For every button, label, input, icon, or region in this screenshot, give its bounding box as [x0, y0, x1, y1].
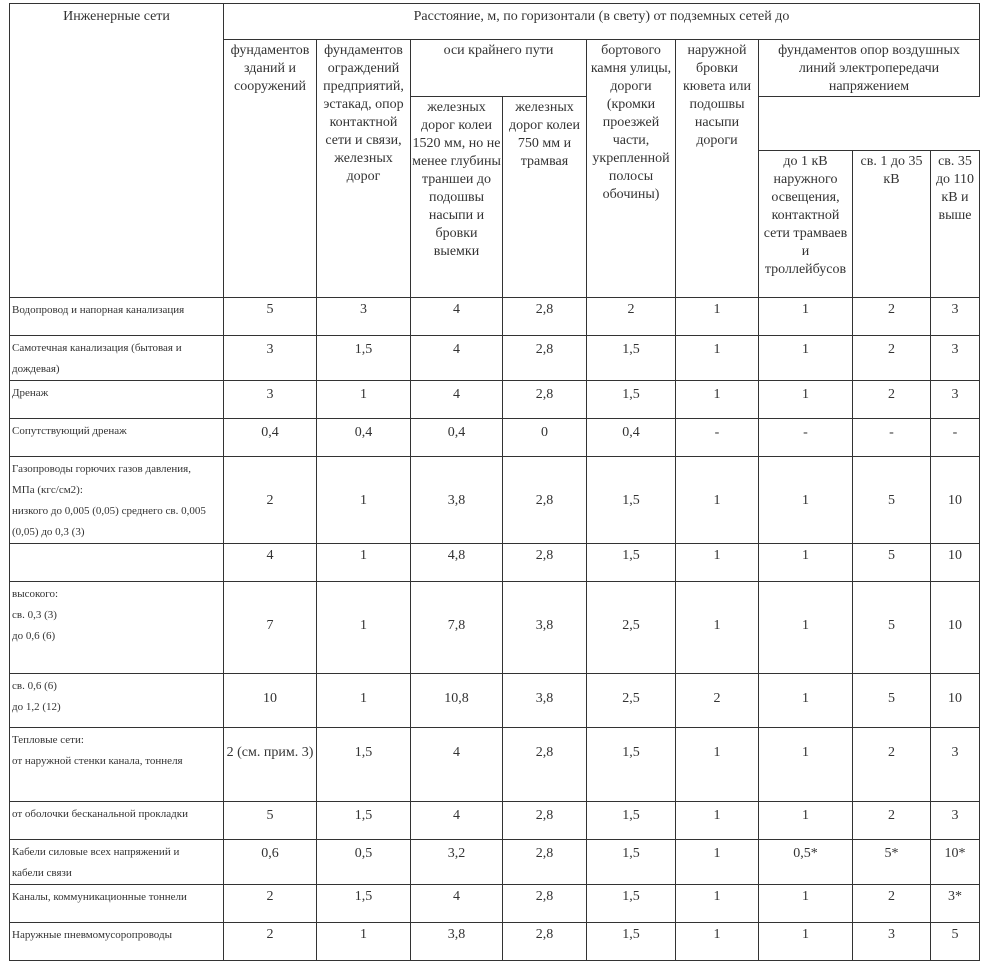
- row-label: [10, 381, 224, 419]
- table-cell: 5: [853, 582, 931, 674]
- header-ditch: наружной бровки кювета или подошвы насыпи дороги: [676, 40, 759, 298]
- table-cell: -: [759, 419, 853, 457]
- table-cell: 1: [676, 728, 759, 802]
- table-cell: 2 (см. прим. 3): [224, 728, 317, 802]
- table-cell: 4: [411, 381, 503, 419]
- row-label-line: Водопровод и напорная канализация: [12, 304, 185, 316]
- table-cell: 4: [411, 336, 503, 381]
- table-cell: 3,2: [411, 840, 503, 885]
- table-cell: 1: [759, 544, 853, 582]
- table-cell: 1,5: [587, 544, 676, 582]
- table-cell: 10: [931, 674, 980, 728]
- table-cell: 1: [759, 381, 853, 419]
- table-cell: 4: [224, 544, 317, 582]
- table-cell: 5: [853, 457, 931, 544]
- table-cell: 0,5: [317, 840, 411, 885]
- table-cell: 2: [853, 802, 931, 840]
- table-cell: 1: [676, 923, 759, 961]
- header-engineering-networks: Инженерные сети: [10, 4, 224, 298]
- row-label: [10, 457, 224, 544]
- table-row: [10, 381, 980, 419]
- table-cell: 3*: [931, 885, 980, 923]
- table-cell: 4: [411, 885, 503, 923]
- table-row: [10, 728, 980, 802]
- table-cell: 3,8: [411, 457, 503, 544]
- table-cell: 7: [224, 582, 317, 674]
- table-row: [10, 457, 980, 544]
- table-cell: 10,8: [411, 674, 503, 728]
- table-cell: 3,8: [411, 923, 503, 961]
- row-label: [10, 544, 224, 582]
- row-label-line: Дренаж: [12, 387, 49, 399]
- table-cell: 2: [853, 336, 931, 381]
- row-label: [10, 674, 224, 728]
- table-row: [10, 885, 980, 923]
- header-voltage-1kv: до 1 кВ наружного освещения, контактной сети трамваев и троллейбусов: [759, 151, 853, 298]
- row-label-line: от наружной стенки канала, тоннеля: [12, 755, 183, 767]
- table-cell: 1: [317, 381, 411, 419]
- table-cell: 3: [931, 336, 980, 381]
- table-cell: 0,4: [317, 419, 411, 457]
- row-label-line: кабели связи: [12, 867, 72, 879]
- table-cell: 4: [411, 728, 503, 802]
- table-cell: 2: [853, 728, 931, 802]
- table-row: [10, 674, 980, 728]
- table-cell: 5: [853, 544, 931, 582]
- table-cell: 1,5: [317, 728, 411, 802]
- header-distance-group: Расстояние, м, по горизонтали (в свету) от подземных сетей до: [224, 4, 980, 40]
- table-cell: 3,8: [503, 674, 587, 728]
- table-cell: 1: [676, 582, 759, 674]
- row-label: [10, 840, 224, 885]
- table-row: [10, 582, 980, 674]
- row-label-line: высокого:: [12, 588, 59, 600]
- table-cell: 2: [853, 298, 931, 336]
- row-label-line: Кабели силовые всех напряжений и: [12, 846, 180, 858]
- table-cell: 1: [676, 544, 759, 582]
- table-cell: 2,8: [503, 381, 587, 419]
- table-cell: 0,4: [587, 419, 676, 457]
- row-label-line: от оболочки бесканальной прокладки: [12, 808, 188, 820]
- table-cell: 2,8: [503, 457, 587, 544]
- table-cell: 3: [224, 381, 317, 419]
- table-cell: 4: [411, 298, 503, 336]
- table-cell: 3: [931, 728, 980, 802]
- distance-table: [9, 3, 980, 961]
- table-cell: 1: [676, 457, 759, 544]
- table-cell: 2,8: [503, 802, 587, 840]
- table-cell: 2: [224, 885, 317, 923]
- row-label: [10, 419, 224, 457]
- table-cell: 1: [676, 336, 759, 381]
- table-cell: 1: [759, 923, 853, 961]
- table-cell: 1: [676, 381, 759, 419]
- table-cell: -: [853, 419, 931, 457]
- table-cell: 5*: [853, 840, 931, 885]
- table-cell: 10: [931, 582, 980, 674]
- table-cell: 1: [759, 336, 853, 381]
- table-cell: 10: [931, 544, 980, 582]
- table-cell: 1,5: [587, 728, 676, 802]
- table-cell: 5: [931, 923, 980, 961]
- table-cell: 2,5: [587, 674, 676, 728]
- table-cell: 2,8: [503, 544, 587, 582]
- table-cell: 3: [317, 298, 411, 336]
- table-row: [10, 298, 980, 336]
- table-cell: 1,5: [587, 840, 676, 885]
- row-label-line: до 0,6 (6): [12, 630, 56, 642]
- table-cell: 1,5: [587, 885, 676, 923]
- row-label-line: св. 0,3 (3): [12, 609, 57, 621]
- row-label: [10, 728, 224, 802]
- table-cell: 1: [676, 802, 759, 840]
- row-label: [10, 582, 224, 674]
- header-foundations-fences: фундаментов ограждений предприятий, эстакад, опор контактной сети и связи, железных дорог: [317, 40, 411, 298]
- header-voltage-35-110kv: св. 35 до 110 кВ и выше: [931, 151, 980, 298]
- row-label-line: Сопутствующий дренаж: [12, 425, 127, 437]
- table-cell: 2,8: [503, 923, 587, 961]
- table-cell: 1: [676, 298, 759, 336]
- header-track-750: железных дорог колеи 750 мм и трамвая: [503, 97, 587, 298]
- header-track-axis: оси крайнего пути: [411, 40, 587, 97]
- table-cell: 2: [676, 674, 759, 728]
- table-cell: 5: [853, 674, 931, 728]
- header-track-1520: железных дорог колеи 1520 мм, но не менее глубины траншеи до подошвы насыпи и бровки выемки: [411, 97, 503, 298]
- table-cell: 10: [224, 674, 317, 728]
- table-cell: 1,5: [587, 457, 676, 544]
- table-cell: 1: [317, 923, 411, 961]
- table-cell: 10: [931, 457, 980, 544]
- table-row: [10, 336, 980, 381]
- row-label-line: (0,05) до 0,3 (3): [12, 526, 85, 538]
- table-cell: 7,8: [411, 582, 503, 674]
- row-label: [10, 298, 224, 336]
- table-cell: 4,8: [411, 544, 503, 582]
- table-cell: 2: [224, 457, 317, 544]
- table-row: [10, 544, 980, 582]
- row-label-line: Наружные пневмомусоропроводы: [12, 929, 172, 941]
- row-label-line: низкого до 0,005 (0,05) среднего св. 0,005: [12, 505, 206, 517]
- table-cell: 1: [676, 840, 759, 885]
- table-cell: 2: [224, 923, 317, 961]
- table-cell: 1: [759, 885, 853, 923]
- table-cell: 2: [853, 381, 931, 419]
- table-cell: 3,8: [503, 582, 587, 674]
- table-cell: 1,5: [317, 336, 411, 381]
- row-label-line: Самотечная канализация (бытовая и: [12, 342, 182, 354]
- table-cell: 3: [931, 381, 980, 419]
- row-label-line: Газопроводы горючих газов давления,: [12, 463, 191, 475]
- table-cell: 2,8: [503, 298, 587, 336]
- table-cell: 5: [224, 802, 317, 840]
- table-cell: 1,5: [587, 802, 676, 840]
- table-cell: 2,5: [587, 582, 676, 674]
- table-cell: 3: [931, 298, 980, 336]
- table-cell: 1: [317, 544, 411, 582]
- table-cell: 1: [759, 298, 853, 336]
- table-cell: 2,8: [503, 728, 587, 802]
- table-cell: 2,8: [503, 885, 587, 923]
- table-cell: 10*: [931, 840, 980, 885]
- table-cell: -: [676, 419, 759, 457]
- table-cell: 1,5: [317, 802, 411, 840]
- row-label-line: св. 0,6 (6): [12, 680, 57, 692]
- table-cell: 1: [759, 802, 853, 840]
- table-cell: 0: [503, 419, 587, 457]
- table-cell: 0,5*: [759, 840, 853, 885]
- table-cell: 1: [759, 457, 853, 544]
- table-cell: 2,8: [503, 840, 587, 885]
- table-cell: 1,5: [587, 923, 676, 961]
- table-cell: -: [931, 419, 980, 457]
- table-cell: 2: [587, 298, 676, 336]
- table-cell: 1: [317, 582, 411, 674]
- header-poles: фундаментов опор воздушных линий электропередачи напряжением: [759, 40, 980, 97]
- table-cell: 1,5: [317, 885, 411, 923]
- table-cell: 0,6: [224, 840, 317, 885]
- table-cell: 1: [317, 457, 411, 544]
- table-cell: 2,8: [503, 336, 587, 381]
- header-foundations-buildings: фундаментов зданий и сооружений: [224, 40, 317, 298]
- row-label-line: Каналы, коммуникационные тоннели: [12, 891, 187, 903]
- table-cell: 1: [676, 885, 759, 923]
- table-cell: 3: [931, 802, 980, 840]
- table-row: [10, 923, 980, 961]
- table-cell: 1: [759, 582, 853, 674]
- table-cell: 1,5: [587, 381, 676, 419]
- row-label-line: Тепловые сети:: [12, 734, 84, 746]
- row-label-line: до 1,2 (12): [12, 701, 61, 713]
- table-row: [10, 840, 980, 885]
- table-cell: 4: [411, 802, 503, 840]
- row-label: [10, 885, 224, 923]
- table-cell: 1: [759, 728, 853, 802]
- row-label: [10, 923, 224, 961]
- header-voltage-1-35kv: св. 1 до 35 кВ: [853, 151, 931, 298]
- table-row: [10, 419, 980, 457]
- row-label: [10, 802, 224, 840]
- header-curb: бортового камня улицы, дороги (кромки проезжей части, укрепленной полосы обочины): [587, 40, 676, 298]
- table-cell: 0,4: [224, 419, 317, 457]
- table-cell: 1,5: [587, 336, 676, 381]
- row-label-line: МПа (кгс/см2):: [12, 484, 83, 496]
- table-cell: 0,4: [411, 419, 503, 457]
- table-cell: 1: [759, 674, 853, 728]
- table-cell: 5: [224, 298, 317, 336]
- table-cell: 1: [317, 674, 411, 728]
- row-label-line: дождевая): [12, 363, 60, 375]
- table-cell: 2: [853, 885, 931, 923]
- table-row: [10, 802, 980, 840]
- table-cell: 3: [224, 336, 317, 381]
- row-label: [10, 336, 224, 381]
- table-cell: 3: [853, 923, 931, 961]
